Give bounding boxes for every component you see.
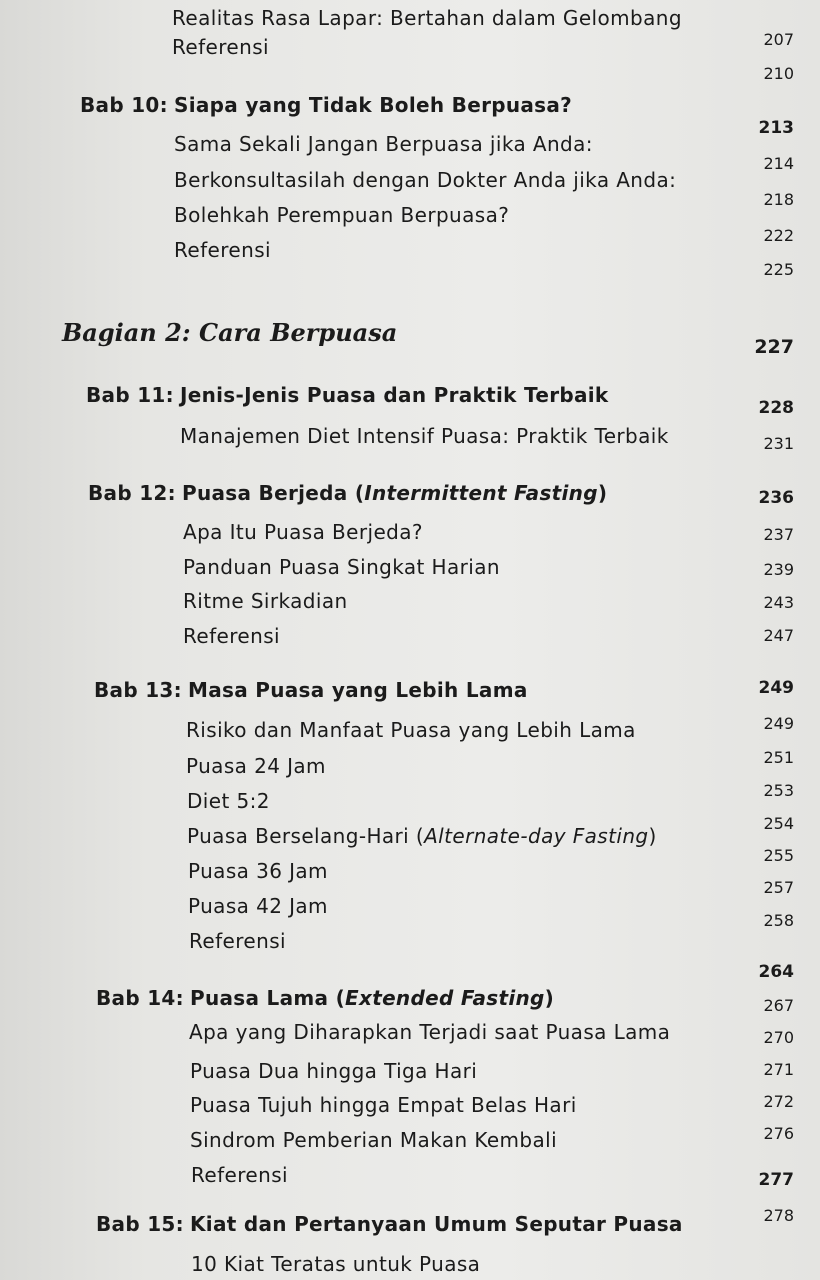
chapter-title: Masa Puasa yang Lebih Lama [188, 678, 528, 702]
part-heading: Bagian 2: Cara Berpuasa [62, 318, 398, 347]
entry-title: Puasa Berselang-Hari ( [187, 824, 425, 848]
toc-entry: Apa Itu Puasa Berjeda? [183, 520, 423, 544]
page-number: 236 [758, 488, 794, 508]
entry-title-end: ) [648, 824, 657, 848]
chapter-title-italic: Extended Fasting [345, 986, 545, 1010]
page-number: 254 [763, 814, 794, 833]
page-number: 276 [763, 1124, 794, 1143]
chapter-heading [96, 986, 554, 1010]
page-number: 225 [763, 260, 794, 279]
chapter-label: Bab 15: [96, 1212, 184, 1236]
toc-entry: Referensi [191, 1163, 288, 1187]
entry-title-italic: Alternate-day Fasting [424, 824, 649, 848]
chapter-title: Kiat dan Pertanyaan Umum Seputar Puasa [190, 1212, 683, 1236]
page-number: 272 [763, 1092, 794, 1111]
page-number: 270 [763, 1028, 794, 1047]
page-number: 213 [758, 118, 794, 138]
chapter-title-end: ) [544, 986, 555, 1010]
toc-entry: Bolehkah Perempuan Berpuasa? [174, 203, 510, 227]
page-number: 249 [763, 714, 794, 733]
page-number: 249 [758, 678, 794, 698]
page-number: 231 [763, 434, 794, 453]
chapter-title-end: ) [597, 481, 608, 505]
toc-entry: Manajemen Diet Intensif Puasa: Praktik Terbaik [180, 424, 669, 448]
toc-entry: Referensi [172, 35, 269, 59]
toc-entry: Puasa Tujuh hingga Empat Belas Hari [190, 1093, 577, 1117]
page-number: 251 [763, 748, 794, 767]
toc-entry: Panduan Puasa Singkat Harian [183, 555, 500, 579]
chapter-title: Jenis-Jenis Puasa dan Praktik Terbaik [180, 383, 609, 407]
page-number: 218 [763, 190, 794, 209]
chapter-title: Puasa Berjeda ( [182, 481, 365, 505]
chapter-heading [86, 383, 609, 407]
chapter-title: Puasa Lama ( [190, 986, 346, 1010]
toc-entry: Sindrom Pemberian Makan Kembali [190, 1128, 558, 1152]
toc-entry: Puasa Dua hingga Tiga Hari [190, 1059, 478, 1083]
toc-entry: Puasa 24 Jam [186, 754, 326, 778]
chapter-label: Bab 14: [96, 986, 184, 1010]
chapter-label: Bab 11: [86, 383, 174, 407]
toc-entry: Risiko dan Manfaat Puasa yang Lebih Lama [186, 718, 636, 742]
page-number: 207 [763, 30, 794, 49]
toc-entry: Apa yang Diharapkan Terjadi saat Puasa Lama [189, 1020, 671, 1044]
toc-entry: Diet 5:2 [187, 789, 270, 813]
chapter-title-italic: Intermittent Fasting [364, 481, 598, 505]
page-number: 255 [763, 846, 794, 865]
page-number: 228 [758, 398, 794, 418]
toc-entry: Referensi [183, 624, 280, 648]
page-number: 267 [763, 996, 794, 1015]
page-number: 247 [763, 626, 794, 645]
chapter-title: Siapa yang Tidak Boleh Berpuasa? [174, 93, 573, 117]
page-number: 237 [763, 525, 794, 544]
page-number: 214 [763, 154, 794, 173]
toc-entry: Referensi [189, 929, 286, 953]
toc-entry [187, 824, 657, 848]
toc-entry: 10 Kiat Teratas untuk Puasa [191, 1252, 481, 1276]
chapter-label: Bab 10: [80, 93, 168, 117]
toc-entry: Sama Sekali Jangan Berpuasa jika Anda: [174, 132, 593, 156]
page-number: 277 [758, 1170, 794, 1190]
page-number: 278 [763, 1206, 794, 1225]
chapter-heading [88, 481, 607, 505]
toc-entry: Puasa 36 Jam [188, 859, 328, 883]
page-number: 253 [763, 781, 794, 800]
chapter-label: Bab 12: [88, 481, 176, 505]
toc-entry: Referensi [174, 238, 271, 262]
chapter-label: Bab 13: [94, 678, 182, 702]
page-number: 264 [758, 962, 794, 982]
toc-entry: Berkonsultasilah dengan Dokter Anda jika Anda: [174, 168, 677, 192]
page-number: 227 [754, 336, 794, 358]
toc-entry: Realitas Rasa Lapar: Bertahan dalam Gelombang [172, 6, 682, 30]
page-number: 258 [763, 911, 794, 930]
page-number: 257 [763, 878, 794, 897]
page-number: 271 [763, 1060, 794, 1079]
chapter-heading [96, 1212, 683, 1236]
chapter-heading [94, 678, 528, 702]
chapter-heading [80, 93, 572, 117]
page-number: 239 [763, 560, 794, 579]
page-number: 210 [763, 64, 794, 83]
page-number: 222 [763, 226, 794, 245]
toc-entry: Puasa 42 Jam [188, 894, 328, 918]
page-number: 243 [763, 593, 794, 612]
toc-entry: Ritme Sirkadian [183, 589, 348, 613]
